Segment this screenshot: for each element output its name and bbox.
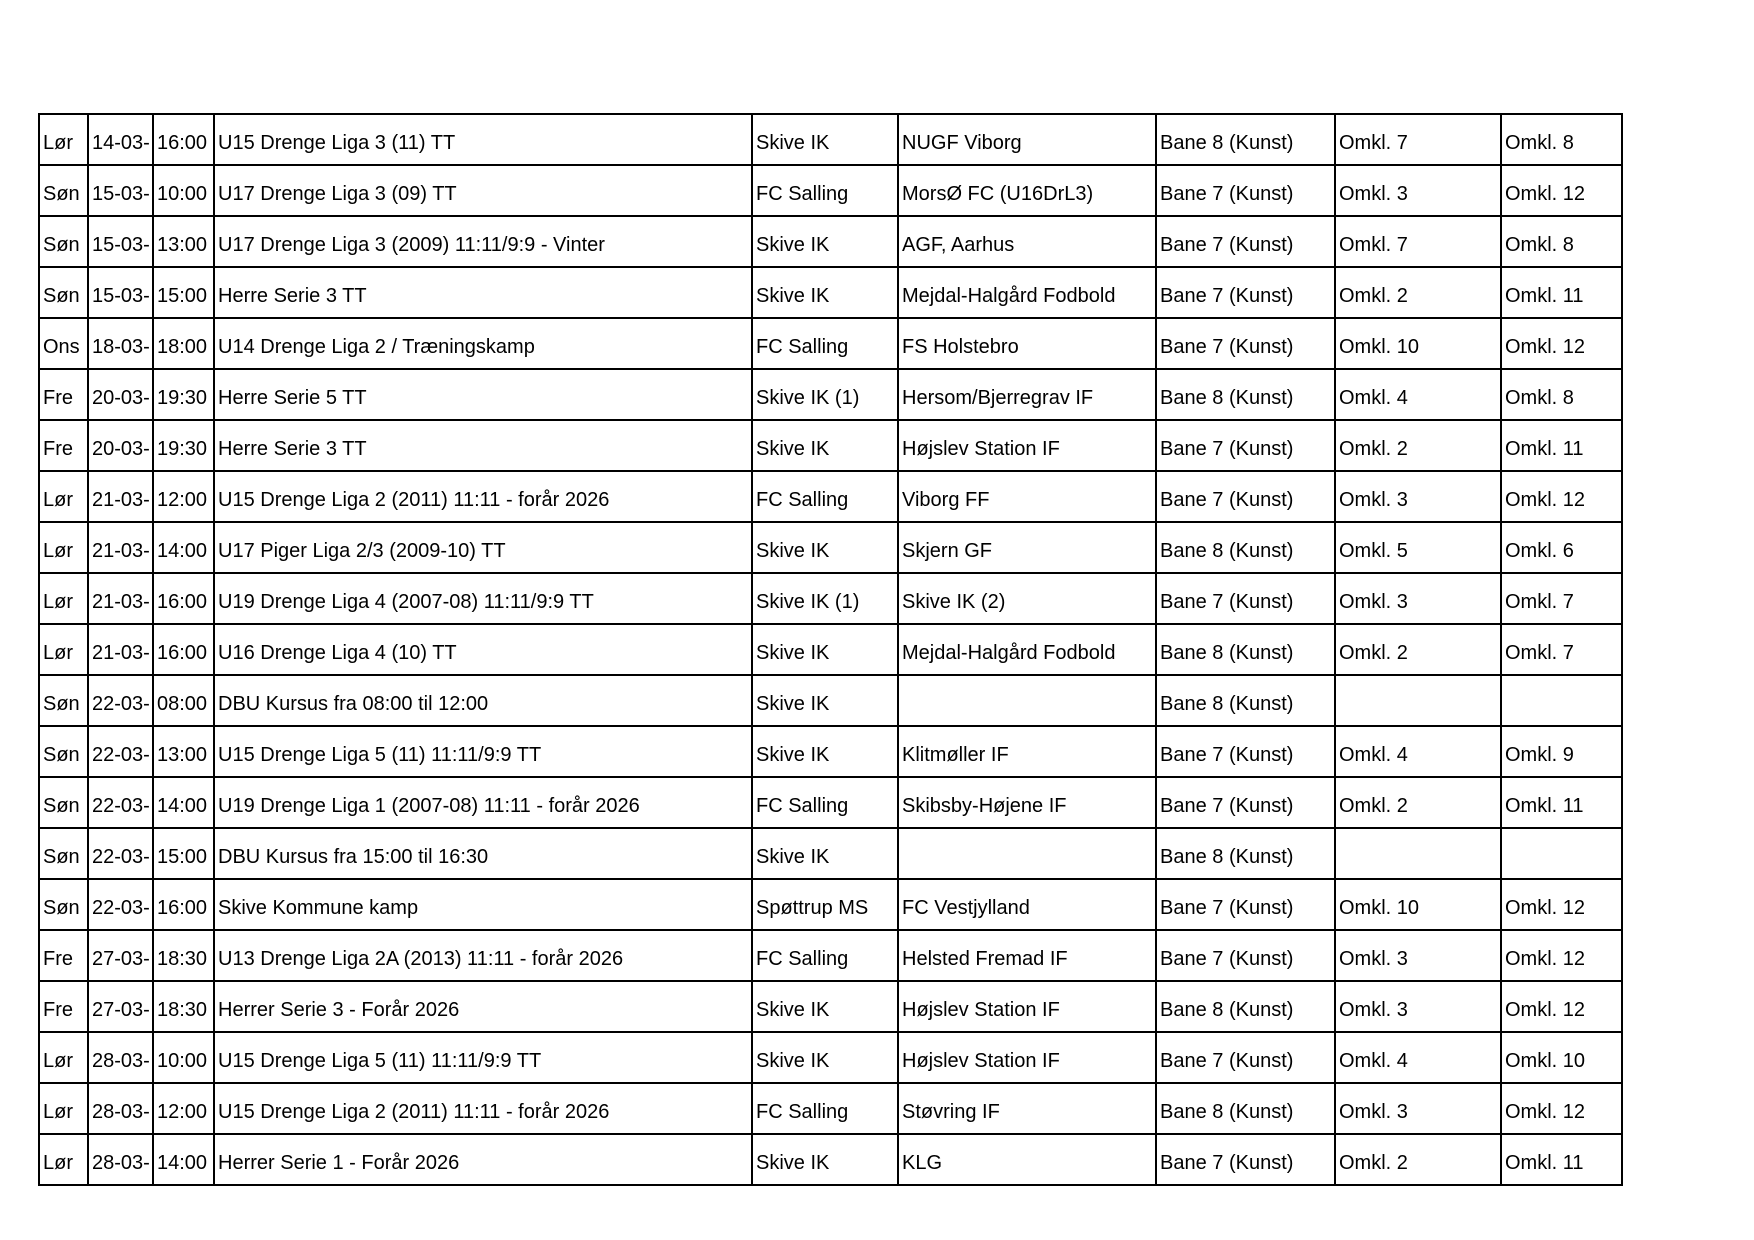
pitch-cell: Bane 8 (Kunst) — [1156, 828, 1335, 879]
time-cell: 18:00 — [153, 318, 214, 369]
home-team-cell: Skive IK — [752, 624, 898, 675]
away-dressing-room-cell: Omkl. 8 — [1501, 114, 1622, 165]
date-cell: 20-03- — [88, 369, 153, 420]
pitch-cell: Bane 7 (Kunst) — [1156, 930, 1335, 981]
pitch-cell: Bane 7 (Kunst) — [1156, 879, 1335, 930]
pitch-cell: Bane 8 (Kunst) — [1156, 522, 1335, 573]
pitch-cell: Bane 7 (Kunst) — [1156, 318, 1335, 369]
time-cell: 12:00 — [153, 471, 214, 522]
pitch-cell: Bane 7 (Kunst) — [1156, 165, 1335, 216]
away-dressing-room-cell: Omkl. 11 — [1501, 777, 1622, 828]
home-dressing-room-cell: Omkl. 7 — [1335, 114, 1501, 165]
date-cell: 22-03- — [88, 726, 153, 777]
date-cell: 22-03- — [88, 777, 153, 828]
home-team-cell: Skive IK — [752, 114, 898, 165]
pitch-cell: Bane 7 (Kunst) — [1156, 1134, 1335, 1185]
time-cell: 16:00 — [153, 114, 214, 165]
weekday-cell: Søn — [39, 216, 88, 267]
away-dressing-room-cell: Omkl. 12 — [1501, 165, 1622, 216]
table-row — [39, 726, 1622, 777]
time-cell: 16:00 — [153, 573, 214, 624]
weekday-cell: Søn — [39, 879, 88, 930]
match-description-cell: U19 Drenge Liga 1 (2007-08) 11:11 - forår 2026 — [214, 777, 752, 828]
away-dressing-room-cell — [1501, 828, 1622, 879]
date-cell: 20-03- — [88, 420, 153, 471]
time-cell: 16:00 — [153, 624, 214, 675]
date-cell: 22-03- — [88, 675, 153, 726]
time-cell: 14:00 — [153, 1134, 214, 1185]
home-dressing-room-cell: Omkl. 2 — [1335, 420, 1501, 471]
pitch-cell: Bane 8 (Kunst) — [1156, 624, 1335, 675]
match-description-cell: U17 Piger Liga 2/3 (2009-10) TT — [214, 522, 752, 573]
match-description-cell: U13 Drenge Liga 2A (2013) 11:11 - forår 2026 — [214, 930, 752, 981]
date-cell: 15-03- — [88, 165, 153, 216]
away-team-cell — [898, 828, 1156, 879]
table-row — [39, 573, 1622, 624]
pitch-cell: Bane 7 (Kunst) — [1156, 1032, 1335, 1083]
date-cell: 28-03- — [88, 1083, 153, 1134]
away-dressing-room-cell: Omkl. 12 — [1501, 471, 1622, 522]
home-team-cell: Skive IK — [752, 675, 898, 726]
match-description-cell: Herre Serie 5 TT — [214, 369, 752, 420]
match-description-cell: U15 Drenge Liga 5 (11) 11:11/9:9 TT — [214, 726, 752, 777]
match-description-cell: Herrer Serie 1 - Forår 2026 — [214, 1134, 752, 1185]
home-team-cell: Skive IK — [752, 828, 898, 879]
time-cell: 15:00 — [153, 267, 214, 318]
weekday-cell: Lør — [39, 522, 88, 573]
weekday-cell: Søn — [39, 726, 88, 777]
weekday-cell: Søn — [39, 165, 88, 216]
pitch-cell: Bane 7 (Kunst) — [1156, 726, 1335, 777]
weekday-cell: Lør — [39, 1134, 88, 1185]
weekday-cell: Søn — [39, 675, 88, 726]
home-team-cell: FC Salling — [752, 1083, 898, 1134]
date-cell: 28-03- — [88, 1134, 153, 1185]
away-dressing-room-cell: Omkl. 11 — [1501, 1134, 1622, 1185]
weekday-cell: Lør — [39, 624, 88, 675]
home-dressing-room-cell: Omkl. 3 — [1335, 930, 1501, 981]
weekday-cell: Lør — [39, 114, 88, 165]
time-cell: 19:30 — [153, 369, 214, 420]
home-dressing-room-cell: Omkl. 3 — [1335, 981, 1501, 1032]
home-dressing-room-cell: Omkl. 10 — [1335, 879, 1501, 930]
date-cell: 21-03- — [88, 471, 153, 522]
pitch-cell: Bane 7 (Kunst) — [1156, 471, 1335, 522]
match-description-cell: U17 Drenge Liga 3 (2009) 11:11/9:9 - Vinter — [214, 216, 752, 267]
home-team-cell: Skive IK (1) — [752, 369, 898, 420]
pitch-cell: Bane 8 (Kunst) — [1156, 1083, 1335, 1134]
match-description-cell: U14 Drenge Liga 2 / Træningskamp — [214, 318, 752, 369]
weekday-cell: Fre — [39, 369, 88, 420]
away-team-cell: Skibsby-Højene IF — [898, 777, 1156, 828]
table-row — [39, 420, 1622, 471]
away-dressing-room-cell: Omkl. 12 — [1501, 318, 1622, 369]
schedule-body — [39, 114, 1622, 1185]
table-row — [39, 165, 1622, 216]
weekday-cell: Fre — [39, 420, 88, 471]
away-team-cell: Skjern GF — [898, 522, 1156, 573]
away-dressing-room-cell: Omkl. 12 — [1501, 1083, 1622, 1134]
date-cell: 27-03- — [88, 981, 153, 1032]
away-team-cell — [898, 675, 1156, 726]
time-cell: 10:00 — [153, 165, 214, 216]
match-description-cell: DBU Kursus fra 08:00 til 12:00 — [214, 675, 752, 726]
home-team-cell: Skive IK — [752, 216, 898, 267]
date-cell: 15-03- — [88, 216, 153, 267]
date-cell: 21-03- — [88, 624, 153, 675]
home-team-cell: Skive IK — [752, 420, 898, 471]
table-row — [39, 216, 1622, 267]
home-team-cell: FC Salling — [752, 930, 898, 981]
home-team-cell: Skive IK (1) — [752, 573, 898, 624]
away-dressing-room-cell: Omkl. 6 — [1501, 522, 1622, 573]
home-dressing-room-cell: Omkl. 4 — [1335, 1032, 1501, 1083]
weekday-cell: Lør — [39, 471, 88, 522]
match-description-cell: U15 Drenge Liga 3 (11) TT — [214, 114, 752, 165]
weekday-cell: Søn — [39, 828, 88, 879]
away-dressing-room-cell: Omkl. 10 — [1501, 1032, 1622, 1083]
away-team-cell: Højslev Station IF — [898, 981, 1156, 1032]
match-schedule-table — [38, 113, 1623, 1186]
weekday-cell: Lør — [39, 573, 88, 624]
away-dressing-room-cell: Omkl. 7 — [1501, 624, 1622, 675]
table-row — [39, 624, 1622, 675]
table-row — [39, 777, 1622, 828]
home-dressing-room-cell: Omkl. 7 — [1335, 216, 1501, 267]
table-row — [39, 1134, 1622, 1185]
pitch-cell: Bane 7 (Kunst) — [1156, 216, 1335, 267]
pitch-cell: Bane 7 (Kunst) — [1156, 420, 1335, 471]
away-team-cell: Højslev Station IF — [898, 1032, 1156, 1083]
time-cell: 19:30 — [153, 420, 214, 471]
home-dressing-room-cell: Omkl. 2 — [1335, 624, 1501, 675]
table-row — [39, 879, 1622, 930]
home-dressing-room-cell: Omkl. 10 — [1335, 318, 1501, 369]
home-team-cell: FC Salling — [752, 165, 898, 216]
away-dressing-room-cell — [1501, 675, 1622, 726]
away-dressing-room-cell: Omkl. 12 — [1501, 981, 1622, 1032]
date-cell: 15-03- — [88, 267, 153, 318]
match-description-cell: U15 Drenge Liga 2 (2011) 11:11 - forår 2026 — [214, 471, 752, 522]
match-description-cell: Herre Serie 3 TT — [214, 420, 752, 471]
home-dressing-room-cell: Omkl. 3 — [1335, 165, 1501, 216]
weekday-cell: Søn — [39, 777, 88, 828]
away-team-cell: Skive IK (2) — [898, 573, 1156, 624]
time-cell: 14:00 — [153, 777, 214, 828]
home-team-cell: Skive IK — [752, 1032, 898, 1083]
table-row — [39, 675, 1622, 726]
home-dressing-room-cell: Omkl. 2 — [1335, 1134, 1501, 1185]
table-row — [39, 267, 1622, 318]
pitch-cell: Bane 7 (Kunst) — [1156, 573, 1335, 624]
match-description-cell: U16 Drenge Liga 4 (10) TT — [214, 624, 752, 675]
time-cell: 16:00 — [153, 879, 214, 930]
home-dressing-room-cell — [1335, 828, 1501, 879]
away-dressing-room-cell: Omkl. 9 — [1501, 726, 1622, 777]
away-team-cell: MorsØ FC (U16DrL3) — [898, 165, 1156, 216]
weekday-cell: Fre — [39, 981, 88, 1032]
time-cell: 12:00 — [153, 1083, 214, 1134]
match-description-cell: U19 Drenge Liga 4 (2007-08) 11:11/9:9 TT — [214, 573, 752, 624]
date-cell: 21-03- — [88, 573, 153, 624]
away-team-cell: Mejdal-Halgård Fodbold — [898, 267, 1156, 318]
time-cell: 13:00 — [153, 216, 214, 267]
pitch-cell: Bane 8 (Kunst) — [1156, 981, 1335, 1032]
away-team-cell: Støvring IF — [898, 1083, 1156, 1134]
away-team-cell: Højslev Station IF — [898, 420, 1156, 471]
home-team-cell: Skive IK — [752, 522, 898, 573]
time-cell: 18:30 — [153, 930, 214, 981]
away-dressing-room-cell: Omkl. 11 — [1501, 420, 1622, 471]
table-row — [39, 1083, 1622, 1134]
table-row — [39, 318, 1622, 369]
away-team-cell: FS Holstebro — [898, 318, 1156, 369]
home-team-cell: FC Salling — [752, 318, 898, 369]
pitch-cell: Bane 7 (Kunst) — [1156, 777, 1335, 828]
weekday-cell: Lør — [39, 1083, 88, 1134]
away-dressing-room-cell: Omkl. 8 — [1501, 369, 1622, 420]
table-row — [39, 1032, 1622, 1083]
away-team-cell: Viborg FF — [898, 471, 1156, 522]
weekday-cell: Ons — [39, 318, 88, 369]
home-team-cell: Skive IK — [752, 1134, 898, 1185]
away-team-cell: NUGF Viborg — [898, 114, 1156, 165]
date-cell: 21-03- — [88, 522, 153, 573]
away-dressing-room-cell: Omkl. 12 — [1501, 879, 1622, 930]
home-team-cell: Skive IK — [752, 726, 898, 777]
home-team-cell: Skive IK — [752, 981, 898, 1032]
away-team-cell: AGF, Aarhus — [898, 216, 1156, 267]
time-cell: 10:00 — [153, 1032, 214, 1083]
match-description-cell: U15 Drenge Liga 5 (11) 11:11/9:9 TT — [214, 1032, 752, 1083]
pitch-cell: Bane 8 (Kunst) — [1156, 114, 1335, 165]
away-team-cell: Mejdal-Halgård Fodbold — [898, 624, 1156, 675]
table-row — [39, 930, 1622, 981]
home-team-cell: FC Salling — [752, 471, 898, 522]
weekday-cell: Lør — [39, 1032, 88, 1083]
home-dressing-room-cell: Omkl. 2 — [1335, 777, 1501, 828]
table-row — [39, 369, 1622, 420]
match-description-cell: Herre Serie 3 TT — [214, 267, 752, 318]
away-team-cell: Helsted Fremad IF — [898, 930, 1156, 981]
date-cell: 18-03- — [88, 318, 153, 369]
schedule-sheet — [38, 113, 1623, 1186]
time-cell: 15:00 — [153, 828, 214, 879]
date-cell: 27-03- — [88, 930, 153, 981]
weekday-cell: Søn — [39, 267, 88, 318]
time-cell: 18:30 — [153, 981, 214, 1032]
away-team-cell: FC Vestjylland — [898, 879, 1156, 930]
table-row — [39, 981, 1622, 1032]
away-team-cell: Klitmøller IF — [898, 726, 1156, 777]
away-team-cell: KLG — [898, 1134, 1156, 1185]
date-cell: 28-03- — [88, 1032, 153, 1083]
home-team-cell: Spøttrup MS — [752, 879, 898, 930]
away-team-cell: Hersom/Bjerregrav IF — [898, 369, 1156, 420]
away-dressing-room-cell: Omkl. 8 — [1501, 216, 1622, 267]
date-cell: 22-03- — [88, 879, 153, 930]
weekday-cell: Fre — [39, 930, 88, 981]
home-dressing-room-cell: Omkl. 4 — [1335, 369, 1501, 420]
home-dressing-room-cell: Omkl. 3 — [1335, 1083, 1501, 1134]
time-cell: 13:00 — [153, 726, 214, 777]
match-description-cell: Skive Kommune kamp — [214, 879, 752, 930]
home-dressing-room-cell: Omkl. 2 — [1335, 267, 1501, 318]
table-row — [39, 471, 1622, 522]
pitch-cell: Bane 8 (Kunst) — [1156, 675, 1335, 726]
away-dressing-room-cell: Omkl. 7 — [1501, 573, 1622, 624]
home-dressing-room-cell — [1335, 675, 1501, 726]
home-dressing-room-cell: Omkl. 4 — [1335, 726, 1501, 777]
date-cell: 22-03- — [88, 828, 153, 879]
away-dressing-room-cell: Omkl. 11 — [1501, 267, 1622, 318]
table-row — [39, 522, 1622, 573]
match-description-cell: U17 Drenge Liga 3 (09) TT — [214, 165, 752, 216]
match-description-cell: DBU Kursus fra 15:00 til 16:30 — [214, 828, 752, 879]
home-dressing-room-cell: Omkl. 5 — [1335, 522, 1501, 573]
time-cell: 14:00 — [153, 522, 214, 573]
home-dressing-room-cell: Omkl. 3 — [1335, 471, 1501, 522]
home-team-cell: FC Salling — [752, 777, 898, 828]
away-dressing-room-cell: Omkl. 12 — [1501, 930, 1622, 981]
date-cell: 14-03- — [88, 114, 153, 165]
match-description-cell: Herrer Serie 3 - Forår 2026 — [214, 981, 752, 1032]
table-row — [39, 828, 1622, 879]
match-description-cell: U15 Drenge Liga 2 (2011) 11:11 - forår 2026 — [214, 1083, 752, 1134]
home-team-cell: Skive IK — [752, 267, 898, 318]
pitch-cell: Bane 7 (Kunst) — [1156, 267, 1335, 318]
home-dressing-room-cell: Omkl. 3 — [1335, 573, 1501, 624]
table-row — [39, 114, 1622, 165]
time-cell: 08:00 — [153, 675, 214, 726]
pitch-cell: Bane 8 (Kunst) — [1156, 369, 1335, 420]
